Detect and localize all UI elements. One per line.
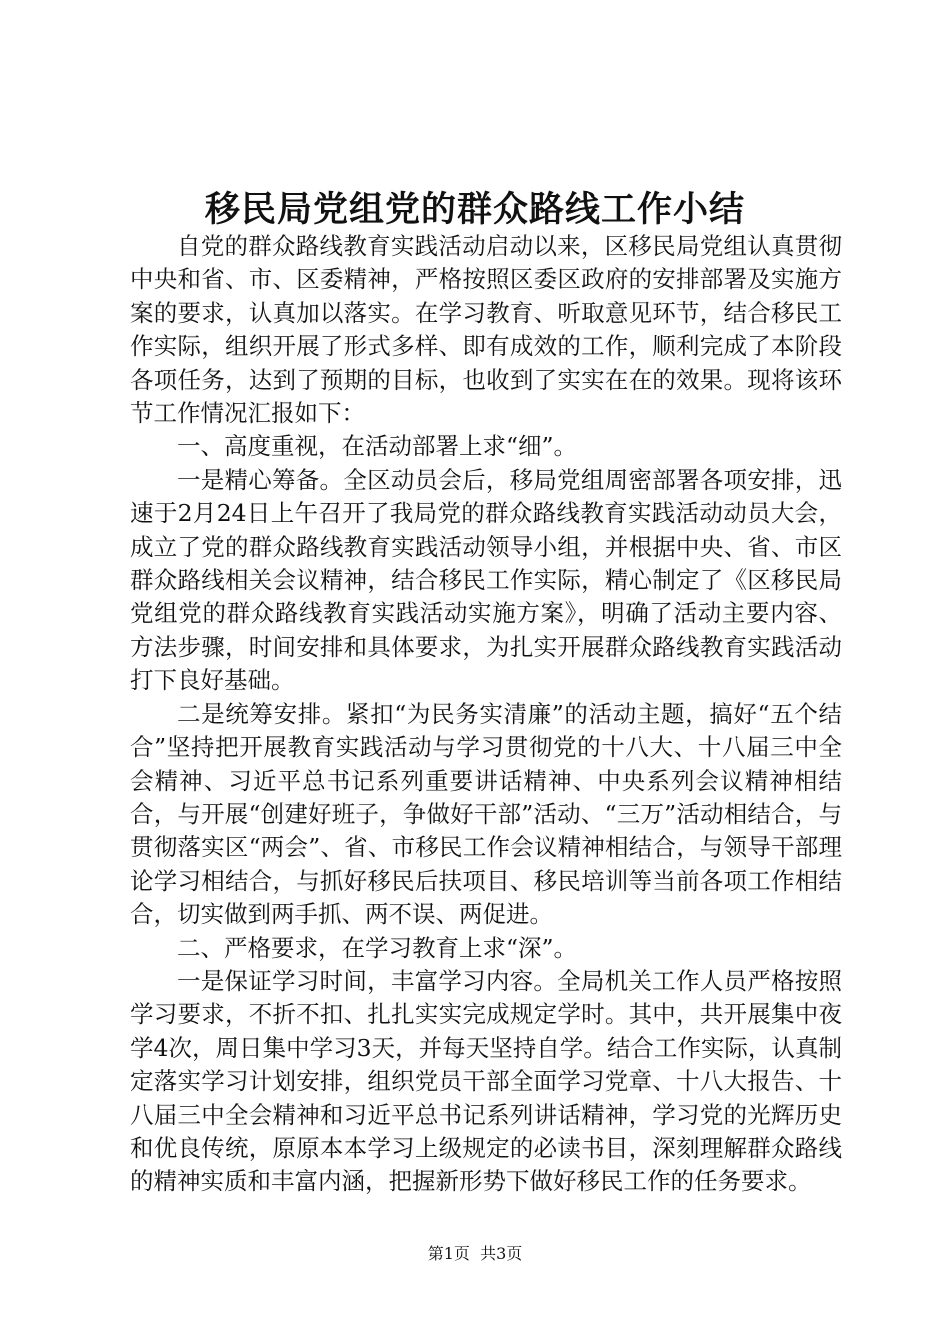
document-body [130,230,842,1199]
paragraph-intro: 自党的群众路线教育实践活动启动以来，区移民局党组认真贯彻中央和省、市、区委精神，严格按照区委区政府的安排部署及实施方案的要求，认真加以落实。在学习教育、听取意见环节，结合移民工作实际，组织开展了形式多样、即有成效的工作，顺利完成了本阶段各项任务，达到了预期的目标，也收到了实实在在的效果。现将该环节工作情况汇报如下： [130,232,842,428]
section-heading-2: 二、严格要求，在学习教育上求“深”。 [177,933,578,962]
section-heading-1: 一、高度重视，在活动部署上求“细”。 [177,432,578,461]
paragraph-study: 一是保证学习时间，丰富学习内容。全局机关工作人员严格按照学习要求，不折不扣、扎扎实实完成规定学时。其中，共开展集中夜学4次，周日集中学习3天，并每天坚持自学。结合工作实际，认真制定落实学习计划安排，组织党员干部全面学习党章、十八大报告、十八届三中全会精神和习近平总书记系列讲话精神，学习党的光辉历史和优良传统，原原本本学习上级规定的必读书目，深刻理解群众路线的精神实质和丰富内涵，把握新形势下做好移民工作的任务要求。 [130,966,842,1196]
paragraph-coordination: 二是统筹安排。紧扣“为民务实清廉”的活动主题，搞好“五个结合”坚持把开展教育实践活动与学习贯彻党的十八大、十八届三中全会精神、习近平总书记系列重要讲话精神、中央系列会议精神相结合，与开展“创建好班子，争做好干部”活动、“三万”活动相结合，与贯彻落实区“两会”、省、市移民工作会议精神相结合，与领导干部理论学习相结合，与抓好移民后扶项目、移民培训等当前各项工作相结合，切实做到两手抓、两不误、两促进。 [130,699,842,929]
paragraph-preparation: 一是精心筹备。全区动员会后，移局党组周密部署各项安排，迅速于2月24日上午召开了我局党的群众路线教育实践活动动员大会，成立了党的群众路线教育实践活动领导小组，并根据中央、省、市区群众路线相关会议精神，结合移民工作实际，精心制定了《区移民局党组党的群众路线教育实践活动实施方案》，明确了活动主要内容、方法步骤，时间安排和具体要求，为扎实开展群众路线教育实践活动打下良好基础。 [130,465,842,695]
document-title: 移民局党组党的群众路线工作小结 [204,189,745,230]
page-footer: 第1页 共3页 [427,1244,523,1263]
